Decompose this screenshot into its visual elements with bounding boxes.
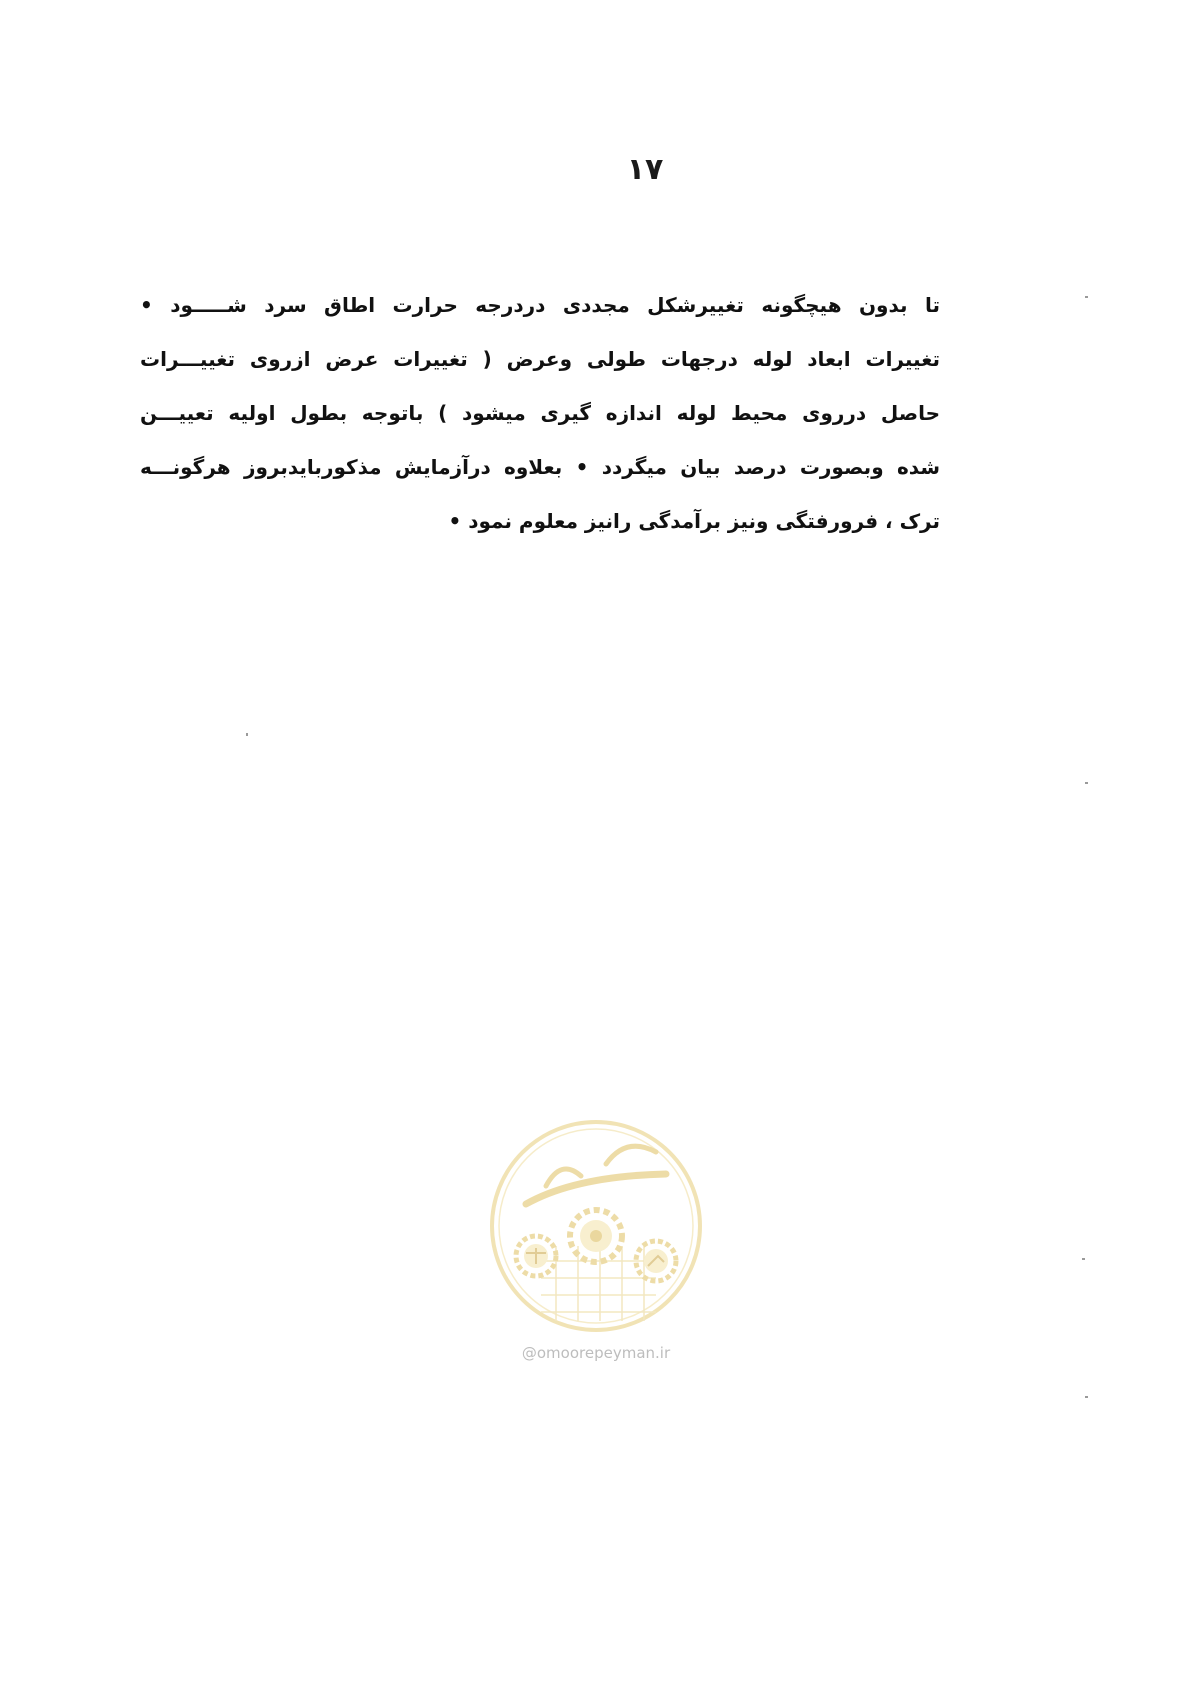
scan-speck <box>1085 1396 1088 1398</box>
page-number: ۱۷ <box>626 152 664 187</box>
body-line: تا بدون هیچگونه تغییرشکل مجددی دردرجه حرارت اطاق سرد شـــــود • <box>140 293 940 317</box>
body-line: تغییرات ابعاد لوله درجهات طولی وعرض ( تغییرات عرض ازروی تغییـــرات <box>140 347 940 371</box>
gear-icon <box>570 1210 622 1262</box>
watermark-logo <box>486 1116 706 1336</box>
scan-speck <box>1085 782 1088 784</box>
body-paragraph <box>140 278 940 548</box>
watermark-url: @omoorepeyman.ir <box>521 1344 671 1362</box>
body-line: حاصل درروی محیط لوله اندازه گیری میشود ) باتوجه بطول اولیه تعییـــن <box>140 401 940 425</box>
scan-speck <box>1082 1258 1085 1260</box>
scan-speck <box>246 733 248 736</box>
scales-icon <box>516 1236 556 1276</box>
body-line: ترک ، فرورفتگی ونیز برآمدگی رانیز معلوم نمود • <box>448 509 940 533</box>
scan-speck <box>1085 296 1088 298</box>
body-line: شده وبصورت درصد بیان میگردد • بعلاوه درآزمایش مذکوربایدبروز هرگونـــه <box>140 455 940 479</box>
